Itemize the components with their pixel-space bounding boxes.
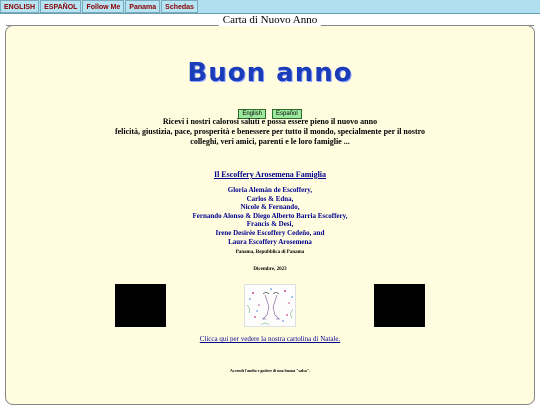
nav-link-english[interactable]: ENGLISH [0, 0, 39, 13]
greeting-line: felicità, giustizia, pace, prosperità e benessere per tutto il mondo, specialmente per il nostro [114, 127, 426, 136]
member-line: Nicole & Fernando, [240, 203, 300, 212]
member-line: Carlos & Edna, [246, 194, 294, 203]
nav-link-schedas[interactable]: Schedas [161, 0, 198, 13]
buon-anno-title-image: Buon anno [187, 58, 353, 88]
greeting-message [0, 117, 540, 147]
greeting-line: colleghi, veri amici, parenti e le loro famiglie ... [190, 137, 350, 146]
nav-link-follow-me[interactable]: Follow Me [82, 0, 124, 13]
member-line: Gloria Alemán de Escoffery, [227, 186, 313, 194]
nav-link-panama[interactable]: Panama [125, 0, 160, 13]
location-text: Panama, Repubblica di Panama [235, 250, 305, 255]
christmas-card-link[interactable]: Clicca qui per vedere la nostra cartolina di Natale. [199, 335, 341, 343]
member-line: Irene Desirée Escoffery Cedeño, and [215, 228, 325, 237]
audio-note: Accendi l'audio e godere di una buona "salsa". [230, 368, 310, 373]
member-line: Francis & Desi, [246, 220, 294, 229]
english-button[interactable]: English [238, 109, 266, 119]
family-link[interactable]: Il Escoffery Arosemena Famiglia [213, 170, 327, 179]
greeting-line: Ricevi i nostri calorosi saluti e possa essere pieno il nuovo anno [162, 117, 378, 126]
espanol-button[interactable]: Español [272, 109, 302, 119]
celebration-image [244, 284, 296, 327]
date-text: Dicembre, 2023 [253, 267, 287, 272]
member-line: Laura Escoffery Arosemena [228, 237, 312, 246]
video-player-left[interactable] [115, 284, 166, 327]
fieldset-border-left [6, 25, 218, 26]
fieldset-border-right [322, 25, 534, 26]
family-members-list [0, 186, 540, 246]
video-player-right[interactable] [374, 284, 425, 327]
champagne-glasses-icon [245, 285, 297, 328]
nav-link-espanol[interactable]: ESPAÑOL [40, 0, 81, 13]
top-navigation-bar [0, 0, 540, 14]
member-line: Fernando Alonso & Diego Alberto Barria Escoffery, [192, 211, 348, 220]
card-legend-title: Carta di Nuovo Anno [219, 14, 321, 26]
